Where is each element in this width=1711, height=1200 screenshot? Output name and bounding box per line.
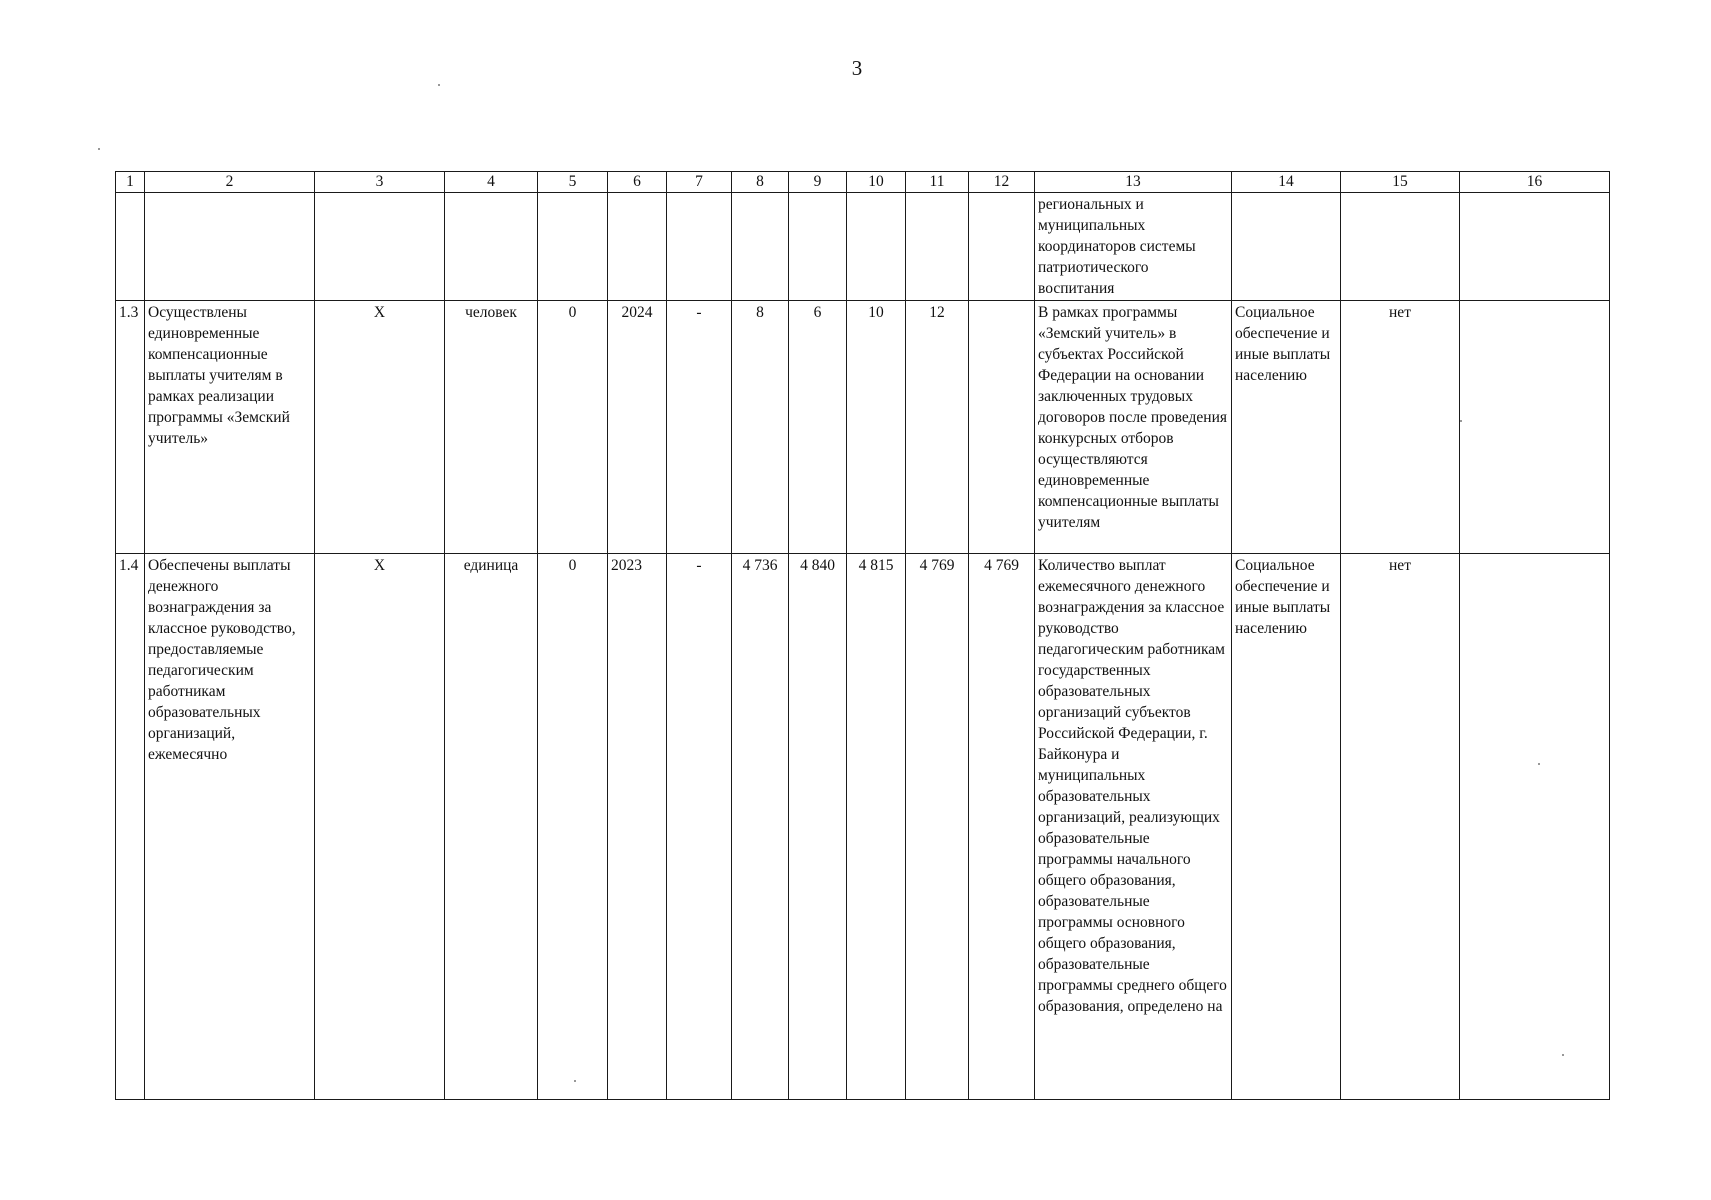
header-cell: 12 bbox=[969, 172, 1035, 193]
cell-col3: X bbox=[315, 554, 445, 1100]
cell-number bbox=[116, 193, 145, 301]
cell-number: 1.4 bbox=[116, 554, 145, 1100]
header-cell: 9 bbox=[789, 172, 847, 193]
table-row bbox=[116, 301, 1610, 554]
header-cell: 14 bbox=[1232, 172, 1341, 193]
header-cell: 5 bbox=[538, 172, 608, 193]
scan-speck bbox=[1460, 420, 1462, 422]
header-cell: 2 bbox=[145, 172, 315, 193]
cell-base-value: 0 bbox=[538, 554, 608, 1100]
cell-col12 bbox=[969, 301, 1035, 554]
page-number: 3 bbox=[851, 56, 863, 80]
cell-type: Социальное обеспечение и иные выплаты населению bbox=[1232, 301, 1341, 554]
cell-col7: - bbox=[667, 554, 732, 1100]
cell-col10: 4 815 bbox=[847, 554, 906, 1100]
cell-col3: X bbox=[315, 301, 445, 554]
cell-col8: 8 bbox=[732, 301, 789, 554]
cell-col15: нет bbox=[1341, 301, 1460, 554]
cell-col9: 6 bbox=[789, 301, 847, 554]
cell-col12: 4 769 bbox=[969, 554, 1035, 1100]
cell-base-value: 0 bbox=[538, 301, 608, 554]
cell-col10 bbox=[847, 193, 906, 301]
table-row bbox=[116, 193, 1610, 301]
scan-speck bbox=[1562, 1054, 1564, 1056]
cell-col15: нет bbox=[1341, 554, 1460, 1100]
cell-col10: 10 bbox=[847, 301, 906, 554]
cell-col16 bbox=[1460, 193, 1610, 301]
table-header-row bbox=[116, 172, 1610, 193]
header-cell: 15 bbox=[1341, 172, 1460, 193]
cell-col16 bbox=[1460, 301, 1610, 554]
cell-description: В рамках программы «Земский учитель» в субъектах Российской Федерации на основании заключенных трудовых договоров после проведения конкурсных отборов осуществляются единовременные компенсационные выплаты учителям bbox=[1035, 301, 1232, 554]
cell-type bbox=[1232, 193, 1341, 301]
header-cell: 8 bbox=[732, 172, 789, 193]
cell-number: 1.3 bbox=[116, 301, 145, 554]
cell-col8 bbox=[732, 193, 789, 301]
scan-speck bbox=[438, 84, 440, 86]
cell-unit: человек bbox=[445, 301, 538, 554]
header-cell: 7 bbox=[667, 172, 732, 193]
header-cell: 1 bbox=[116, 172, 145, 193]
cell-result-name bbox=[145, 193, 315, 301]
cell-col7 bbox=[667, 193, 732, 301]
cell-col11: 12 bbox=[906, 301, 969, 554]
cell-result-name: Осуществлены единовременные компенсационные выплаты учителям в рамках реализации программы «Земский учитель» bbox=[145, 301, 315, 554]
cell-col7: - bbox=[667, 301, 732, 554]
cell-col12 bbox=[969, 193, 1035, 301]
cell-base-year: 2024 bbox=[608, 301, 667, 554]
cell-unit bbox=[445, 193, 538, 301]
cell-col8: 4 736 bbox=[732, 554, 789, 1100]
cell-col11 bbox=[906, 193, 969, 301]
cell-description: Количество выплат ежемесячного денежного вознаграждения за классное руководство педагогическим работникам государственных образовательных организаций субъектов Российской Федерации, г. Байконура и муниципальных образовательных организаций, реализующих образовательные программы начального общего образования, образовательные программы основного общего образования, образовательные программы среднего общего образования, определено на bbox=[1035, 554, 1232, 1100]
cell-result-name: Обеспечены выплаты денежного вознаграждения за классное руководство, предоставляемые педагогическим работникам образовательных организаций, ежемесячно bbox=[145, 554, 315, 1100]
header-cell: 10 bbox=[847, 172, 906, 193]
cell-col15 bbox=[1341, 193, 1460, 301]
scan-speck bbox=[1538, 763, 1540, 765]
cell-col16 bbox=[1460, 554, 1610, 1100]
cell-unit: единица bbox=[445, 554, 538, 1100]
cell-col9: 4 840 bbox=[789, 554, 847, 1100]
scan-speck bbox=[574, 1080, 576, 1082]
header-cell: 11 bbox=[906, 172, 969, 193]
cell-base-year bbox=[608, 193, 667, 301]
header-cell: 4 bbox=[445, 172, 538, 193]
cell-description: региональных и муниципальных координаторов системы патриотического воспитания bbox=[1035, 193, 1232, 301]
header-cell: 6 bbox=[608, 172, 667, 193]
cell-col11: 4 769 bbox=[906, 554, 969, 1100]
cell-col9 bbox=[789, 193, 847, 301]
cell-base-year: 2023 bbox=[608, 554, 667, 1100]
cell-base-value bbox=[538, 193, 608, 301]
header-cell: 3 bbox=[315, 172, 445, 193]
cell-col3 bbox=[315, 193, 445, 301]
table-row bbox=[116, 554, 1610, 1100]
header-cell: 13 bbox=[1035, 172, 1232, 193]
cell-type: Социальное обеспечение и иные выплаты населению bbox=[1232, 554, 1341, 1100]
indicators-table bbox=[115, 171, 1610, 1100]
scan-speck bbox=[98, 148, 100, 150]
header-cell: 16 bbox=[1460, 172, 1610, 193]
